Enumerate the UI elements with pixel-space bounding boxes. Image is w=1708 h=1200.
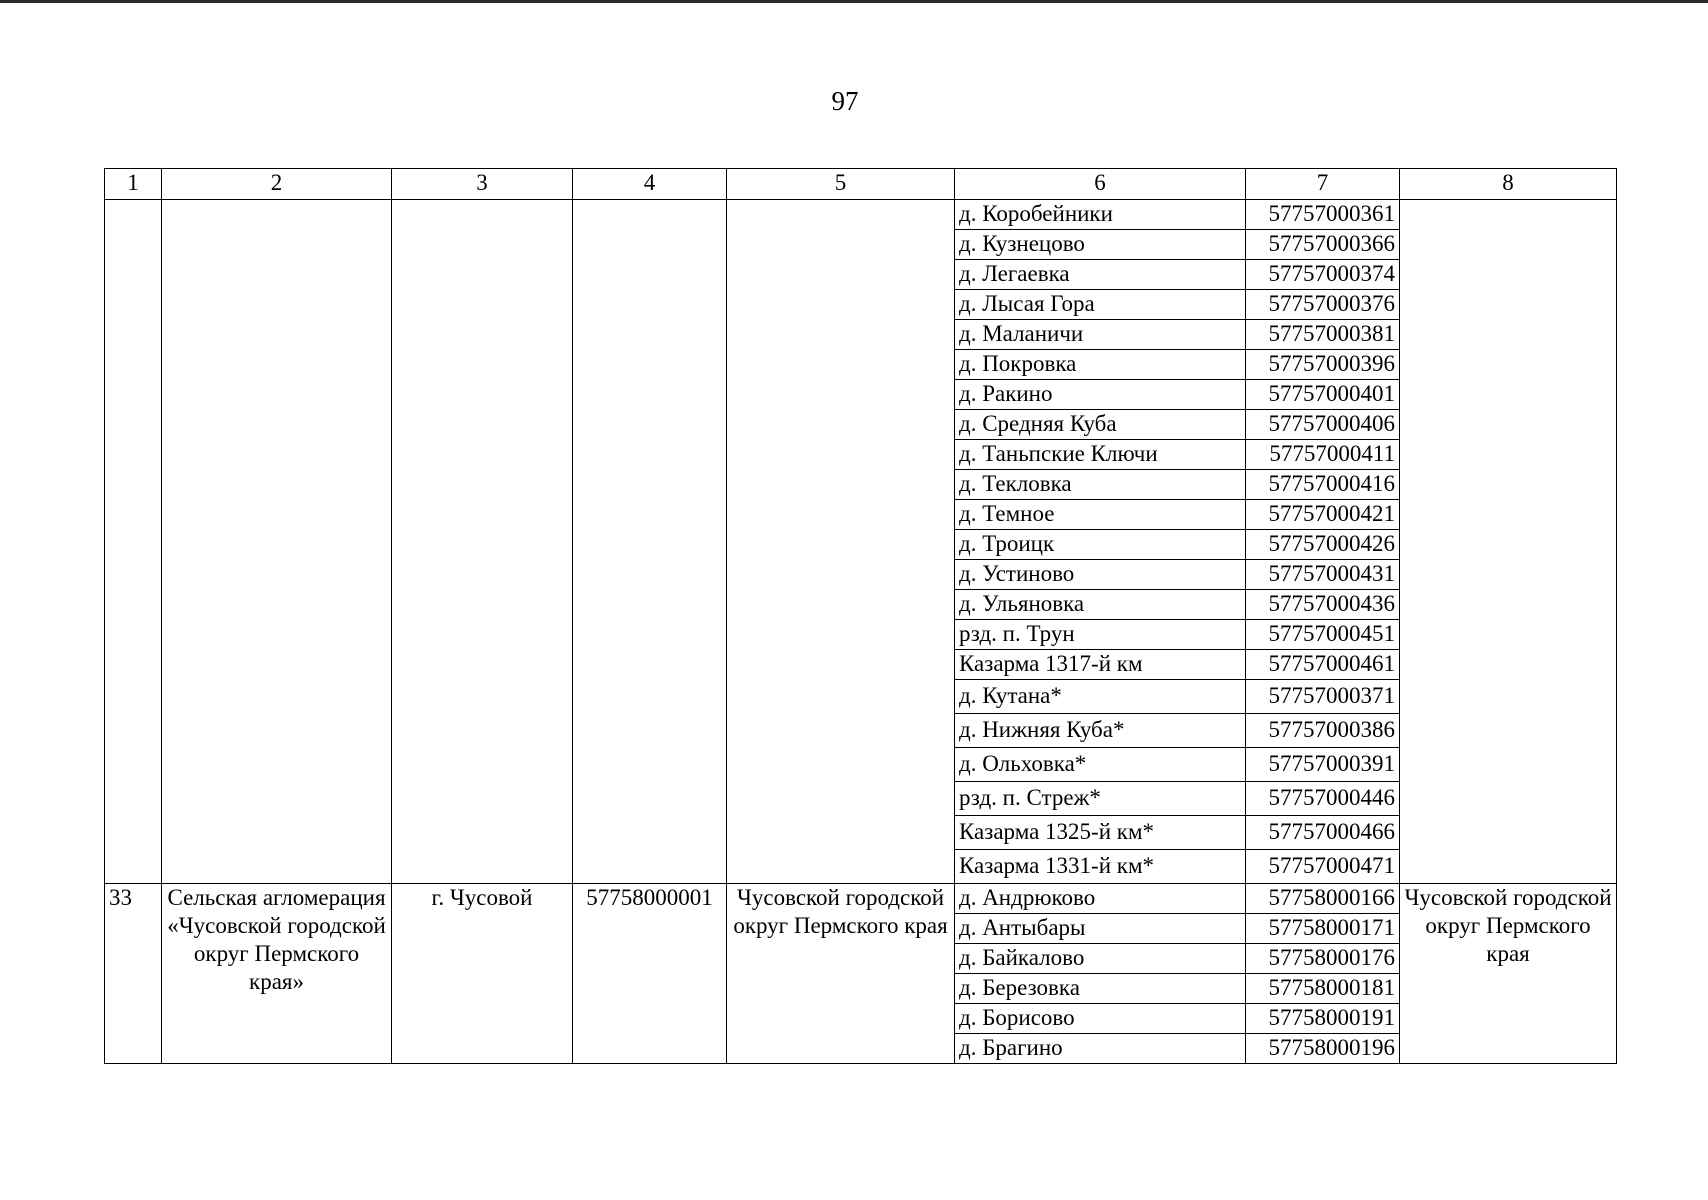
- oktmo-code: 57757000436: [1246, 590, 1400, 620]
- page-number: 97: [831, 86, 859, 116]
- settlement-name: д. Текловка: [955, 470, 1246, 500]
- municipality-name: Чусовской городской округ Пермского края: [727, 884, 955, 1064]
- oktmo-code: 57757000426: [1246, 530, 1400, 560]
- header-cell: 1: [105, 169, 162, 200]
- col-5-blank: [727, 200, 955, 884]
- agglomeration-name: Сельская агломерация «Чусовской городской округ Пермского края»: [162, 884, 392, 1064]
- settlement-name: д. Брагино: [955, 1034, 1246, 1064]
- oktmo-code: 57757000374: [1246, 260, 1400, 290]
- header-cell: 3: [392, 169, 573, 200]
- oktmo-code: 57757000376: [1246, 290, 1400, 320]
- table-row: [105, 884, 1617, 914]
- col-8-blank: [1400, 200, 1617, 884]
- header-row: [105, 169, 1617, 200]
- oktmo-code: 57757000471: [1246, 850, 1400, 884]
- oktmo-code: 57758000171: [1246, 914, 1400, 944]
- settlement-name: д. Маланичи: [955, 320, 1246, 350]
- settlement-name: д. Кутана*: [955, 680, 1246, 714]
- settlement-name: Казарма 1331-й км*: [955, 850, 1246, 884]
- oktmo-code: 57758000166: [1246, 884, 1400, 914]
- settlement-name: д. Устиново: [955, 560, 1246, 590]
- settlement-name: д. Ольховка*: [955, 748, 1246, 782]
- admin-center-code: 57758000001: [573, 884, 727, 1064]
- oktmo-code: 57757000391: [1246, 748, 1400, 782]
- scan-top-edge: [0, 0, 1708, 3]
- col-4-blank: [573, 200, 727, 884]
- oktmo-code: 57758000196: [1246, 1034, 1400, 1064]
- table-row: [105, 200, 1617, 230]
- col-3-blank: [392, 200, 573, 884]
- oktmo-code: 57757000431: [1246, 560, 1400, 590]
- settlement-name: Казарма 1325-й км*: [955, 816, 1246, 850]
- settlement-name: д. Лысая Гора: [955, 290, 1246, 320]
- oktmo-code: 57757000466: [1246, 816, 1400, 850]
- oktmo-code: 57757000361: [1246, 200, 1400, 230]
- settlement-name: д. Таньпские Ключи: [955, 440, 1246, 470]
- settlement-name: д. Борисово: [955, 1004, 1246, 1034]
- settlements-table: [104, 168, 1617, 1064]
- settlement-name: д. Березовка: [955, 974, 1246, 1004]
- oktmo-code: 57757000411: [1246, 440, 1400, 470]
- settlement-name: д. Ульяновка: [955, 590, 1246, 620]
- oktmo-code: 57757000451: [1246, 620, 1400, 650]
- settlement-name: д. Коробейники: [955, 200, 1246, 230]
- settlement-name: д. Андрюково: [955, 884, 1246, 914]
- oktmo-code: 57758000181: [1246, 974, 1400, 1004]
- settlement-name: д. Нижняя Куба*: [955, 714, 1246, 748]
- settlement-name: д. Средняя Куба: [955, 410, 1246, 440]
- entry-number: 33: [105, 884, 162, 1064]
- oktmo-code: 57757000386: [1246, 714, 1400, 748]
- header-cell: 8: [1400, 169, 1617, 200]
- oktmo-code: 57757000416: [1246, 470, 1400, 500]
- col-1-blank: [105, 200, 162, 884]
- oktmo-code: 57757000366: [1246, 230, 1400, 260]
- settlement-name: д. Легаевка: [955, 260, 1246, 290]
- header-cell: 2: [162, 169, 392, 200]
- settlement-name: д. Темное: [955, 500, 1246, 530]
- oktmo-code: 57757000371: [1246, 680, 1400, 714]
- oktmo-code: 57757000401: [1246, 380, 1400, 410]
- note-municipality: Чусовской городской округ Пермского края: [1400, 884, 1617, 1064]
- settlement-name: д. Покровка: [955, 350, 1246, 380]
- header-cell: 6: [955, 169, 1246, 200]
- header-cell: 4: [573, 169, 727, 200]
- settlement-name: рзд. п. Стреж*: [955, 782, 1246, 816]
- oktmo-code: 57757000396: [1246, 350, 1400, 380]
- settlement-name: д. Антыбары: [955, 914, 1246, 944]
- oktmo-code: 57757000406: [1246, 410, 1400, 440]
- settlement-name: д. Кузнецово: [955, 230, 1246, 260]
- settlement-name: Казарма 1317-й км: [955, 650, 1246, 680]
- settlement-name: д. Троицк: [955, 530, 1246, 560]
- settlement-name: д. Байкалово: [955, 944, 1246, 974]
- oktmo-code: 57757000421: [1246, 500, 1400, 530]
- settlement-name: д. Ракино: [955, 380, 1246, 410]
- oktmo-code: 57758000176: [1246, 944, 1400, 974]
- settlement-name: рзд. п. Трун: [955, 620, 1246, 650]
- oktmo-code: 57758000191: [1246, 1004, 1400, 1034]
- header-cell: 5: [727, 169, 955, 200]
- oktmo-code: 57757000381: [1246, 320, 1400, 350]
- header-cell: 7: [1246, 169, 1400, 200]
- oktmo-code: 57757000446: [1246, 782, 1400, 816]
- col-2-blank: [162, 200, 392, 884]
- admin-center: г. Чусовой: [392, 884, 573, 1064]
- oktmo-code: 57757000461: [1246, 650, 1400, 680]
